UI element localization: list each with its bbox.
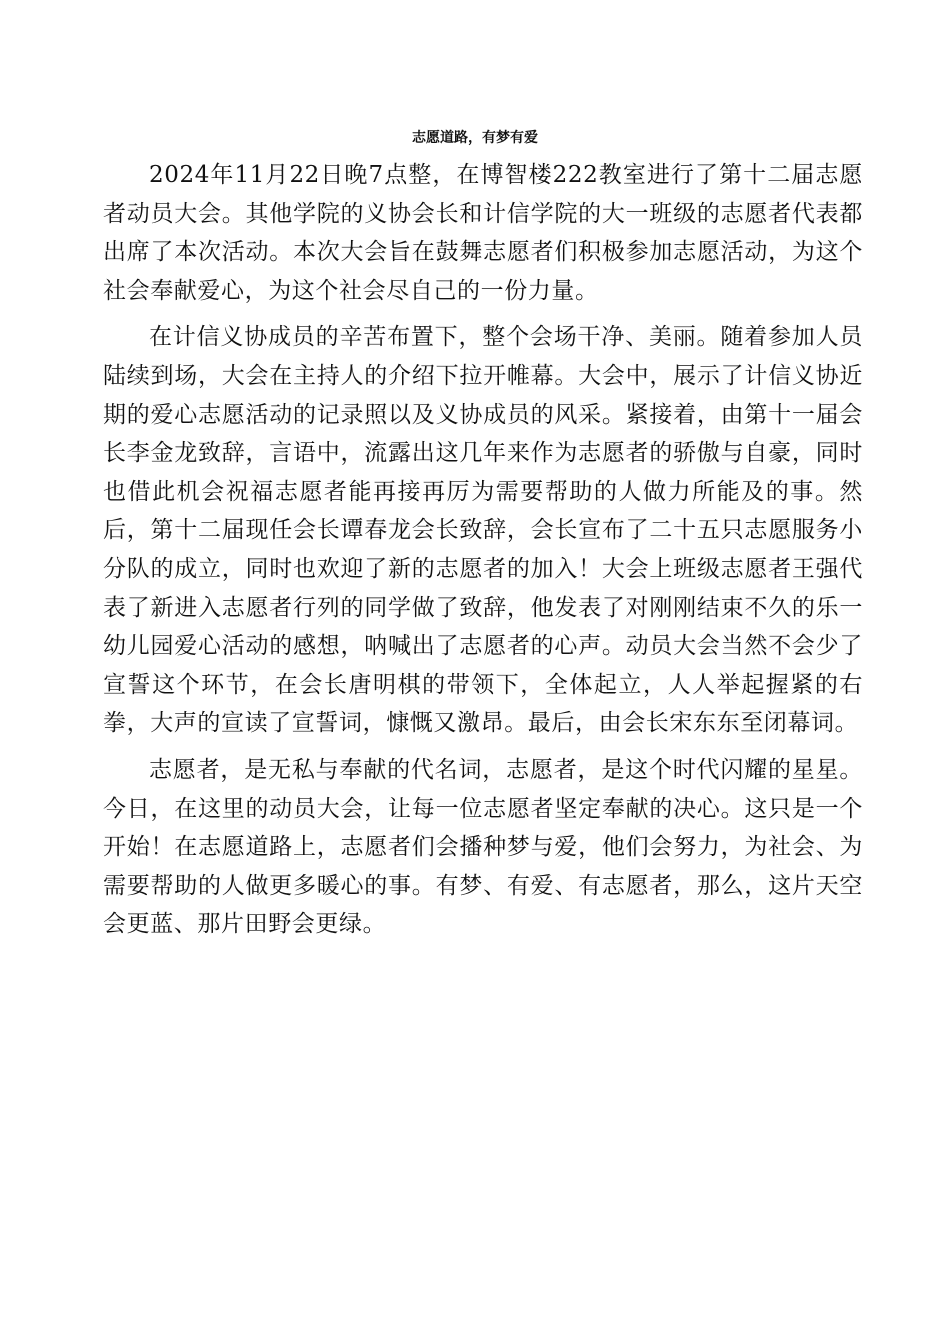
- paragraph-3: 志愿者，是无私与奉献的代名词，志愿者，是这个时代闪耀的星星。今日，在这里的动员大会，让每一位志愿者坚定奉献的决心。这只是一个开始！在志愿道路上，志愿者们会播种梦与爱，他们会努力，为社会、为需要帮助的人做更多暖心的事。有梦、有爱、有志愿者，那么，这片天空会更蓝、那片田野会更绿。: [103, 756, 863, 938]
- paragraph-2: 在计信义协成员的辛苦布置下，整个会场干净、美丽。随着参加人员陆续到场，大会在主持人的介绍下拉开帷幕。大会中，展示了计信义协近期的爱心志愿活动的记录照以及义协成员的风采。紧接着，由第十一届会长李金龙致辞，言语中，流露出这几年来作为志愿者的骄傲与自豪，同时也借此机会祝福志愿者能再接再厉为需要帮助的人做力所能及的事。然后，第十二届现任会长谭春龙会长致辞，会长宣布了二十五只志愿服务小分队的成立，同时也欢迎了新的志愿者的加入！大会上班级志愿者王强代表了新进入志愿者行列的同学做了致辞，他发表了对刚刚结束不久的乐一幼儿园爱心活动的感想，呐喊出了志愿者的心声。动员大会当然不会少了宣誓这个环节，在会长唐明棋的带领下，全体起立，人人举起握紧的右拳，大声的宣读了宣誓词，慷慨又激昂。最后，由会长宋东东至闭幕词。: [103, 324, 863, 737]
- document-body: [103, 156, 863, 952]
- document-title: 志愿道路，有梦有爱: [412, 130, 538, 146]
- paragraph-1: 2024年11月22日晚7点整，在博智楼222教室进行了第十二届志愿者动员大会。其他学院的义协会长和计信学院的大一班级的志愿者代表都出席了本次活动。本次大会旨在鼓舞志愿者们积极参加志愿活动，为这个社会奉献爱心，为这个社会尽自己的一份力量。: [103, 162, 863, 304]
